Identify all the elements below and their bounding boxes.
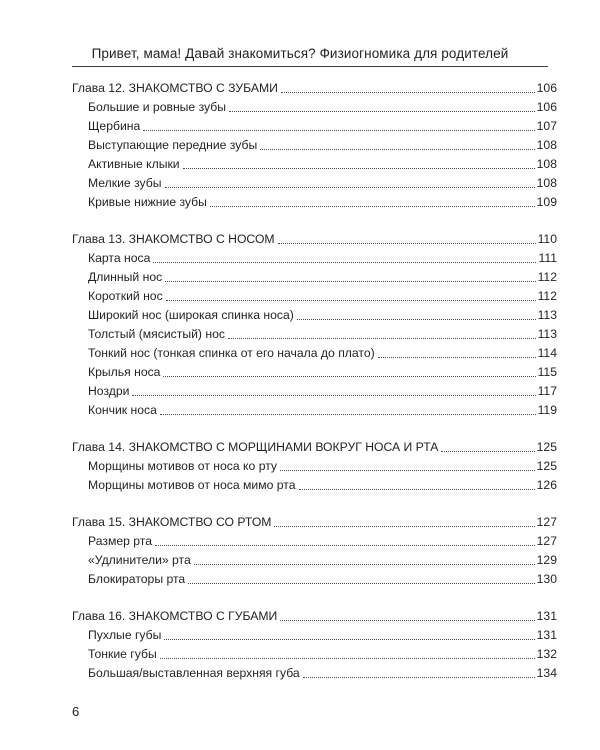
toc-entry-label: Кончик носа <box>88 403 157 417</box>
toc-entry-label: Длинный нос <box>88 270 163 284</box>
dot-leader <box>303 677 535 678</box>
toc-chapter <box>72 607 557 683</box>
toc-entry-label: Мелкие зубы <box>88 176 162 190</box>
toc-entry-label: Карта носа <box>88 251 151 265</box>
toc-entry-page: 114 <box>537 346 557 360</box>
toc-entry <box>72 401 557 420</box>
toc-entry <box>72 363 557 382</box>
dot-leader <box>280 620 534 621</box>
toc-entry-label: Щербина <box>88 119 141 133</box>
dot-leader <box>166 300 536 301</box>
toc-chapter <box>72 513 557 589</box>
table-of-contents <box>72 79 557 701</box>
toc-entry-page: 112 <box>537 289 557 303</box>
toc-entry-label: Широкий нос (широкая спинка носа) <box>88 308 294 322</box>
toc-entry-page: 129 <box>536 553 557 567</box>
dot-leader <box>297 319 536 320</box>
chapter-title-label: Глава 15. ЗНАКОМСТВО СО РТОМ <box>72 515 272 529</box>
dot-leader <box>278 243 536 244</box>
chapter-title-label: Глава 14. ЗНАКОМСТВО С МОРЩИНАМИ ВОКРУГ НОСА И РТА <box>72 440 439 454</box>
dot-leader <box>228 338 536 339</box>
chapter-title <box>72 513 557 532</box>
toc-entry <box>72 570 557 589</box>
chapter-title-page: 106 <box>536 81 557 95</box>
toc-entry-page: 119 <box>537 403 557 417</box>
dot-leader <box>132 395 535 396</box>
page-number: 6 <box>72 704 80 719</box>
toc-entry <box>72 325 557 344</box>
toc-entry <box>72 268 557 287</box>
toc-entry-page: 115 <box>537 365 557 379</box>
toc-entry-label: Пухлые губы <box>88 628 162 642</box>
toc-entry-label: «Удлинители» рта <box>88 553 191 567</box>
toc-entry <box>72 664 557 683</box>
toc-entry-page: 130 <box>536 572 557 586</box>
toc-entry-page: 108 <box>536 176 557 190</box>
toc-entry-page: 126 <box>536 478 557 492</box>
chapter-title-page: 131 <box>536 609 557 623</box>
dot-leader <box>210 206 535 207</box>
toc-entry <box>72 382 557 401</box>
toc-entry-label: Размер рта <box>88 534 153 548</box>
toc-entry-page: 134 <box>536 666 557 680</box>
dot-leader <box>165 281 535 282</box>
chapter-title-label: Глава 13. ЗНАКОМСТВО С НОСОМ <box>72 232 275 246</box>
dot-leader <box>229 111 535 112</box>
dot-leader <box>163 376 535 377</box>
toc-entry-label: Выступающие передние зубы <box>88 138 258 152</box>
toc-entry-label: Морщины мотивов от носа мимо рта <box>88 478 296 492</box>
dot-leader <box>153 262 536 263</box>
toc-entry-label: Тонкие губы <box>88 647 157 661</box>
toc-entry-page: 108 <box>536 138 557 152</box>
dot-leader <box>260 149 534 150</box>
toc-entry-page: 125 <box>536 459 557 473</box>
toc-entry-page: 132 <box>536 647 557 661</box>
toc-entry <box>72 532 557 551</box>
toc-entry-page: 112 <box>537 270 557 284</box>
dot-leader <box>165 187 535 188</box>
dot-leader <box>155 545 535 546</box>
toc-entry-label: Большая/выставленная верхняя губа <box>88 666 300 680</box>
toc-entry-label: Кривые нижние зубы <box>88 195 207 209</box>
chapter-title-label: Глава 12. ЗНАКОМСТВО С ЗУБАМИ <box>72 81 278 95</box>
toc-entry <box>72 174 557 193</box>
toc-entry-page: 106 <box>536 100 557 114</box>
toc-entry <box>72 551 557 570</box>
dot-leader <box>274 526 534 527</box>
toc-entry <box>72 155 557 174</box>
toc-entry-page: 113 <box>537 308 557 322</box>
toc-entry <box>72 626 557 645</box>
dot-leader <box>299 489 535 490</box>
dot-leader <box>441 451 534 452</box>
toc-entry-page: 107 <box>536 119 557 133</box>
toc-chapter <box>72 230 557 420</box>
toc-entry-label: Блокираторы рта <box>88 572 186 586</box>
running-header: Привет, мама! Давай знакомиться? Физиогномика для родителей <box>91 46 509 61</box>
dot-leader <box>378 357 536 358</box>
toc-entry-page: 113 <box>537 327 557 341</box>
toc-entry <box>72 249 557 268</box>
chapter-title <box>72 438 557 457</box>
toc-chapter <box>72 79 557 212</box>
toc-entry <box>72 306 557 325</box>
chapter-title <box>72 230 557 249</box>
dot-leader <box>160 658 535 659</box>
toc-entry <box>72 117 557 136</box>
toc-entry <box>72 645 557 664</box>
chapter-title <box>72 607 557 626</box>
toc-entry-page: 127 <box>536 534 557 548</box>
toc-entry <box>72 287 557 306</box>
dot-leader <box>194 564 535 565</box>
chapter-title-label: Глава 16. ЗНАКОМСТВО С ГУБАМИ <box>72 609 278 623</box>
toc-chapter <box>72 438 557 495</box>
toc-entry-label: Большие и ровные зубы <box>88 100 227 114</box>
dot-leader <box>160 414 536 415</box>
toc-entry-label: Морщины мотивов от носа ко рту <box>88 459 278 473</box>
chapter-title-page: 127 <box>536 515 557 529</box>
dot-leader <box>280 470 535 471</box>
toc-entry <box>72 457 557 476</box>
toc-entry-label: Тонкий нос (тонкая спинка от его начала до плато) <box>88 346 375 360</box>
toc-entry-label: Ноздри <box>88 384 130 398</box>
dot-leader <box>164 639 534 640</box>
toc-entry-label: Активные клыки <box>88 157 180 171</box>
dot-leader <box>143 130 534 131</box>
toc-entry <box>72 344 557 363</box>
toc-entry-label: Короткий нос <box>88 289 163 303</box>
toc-entry <box>72 136 557 155</box>
toc-entry-page: 108 <box>536 157 557 171</box>
dot-leader <box>183 168 535 169</box>
chapter-title-page: 110 <box>537 232 557 246</box>
toc-entry-label: Толстый (мясистый) нос <box>88 327 225 341</box>
dot-leader <box>188 583 534 584</box>
chapter-title <box>72 79 557 98</box>
toc-entry <box>72 98 557 117</box>
dot-leader <box>281 92 535 93</box>
toc-entry <box>72 193 557 212</box>
toc-entry-page: 109 <box>536 195 557 209</box>
header-rule <box>72 66 548 67</box>
chapter-title-page: 125 <box>536 440 557 454</box>
toc-entry-page: 111 <box>538 251 557 265</box>
toc-entry-page: 117 <box>537 384 557 398</box>
toc-entry-label: Крылья носа <box>88 365 161 379</box>
toc-entry-page: 131 <box>536 628 557 642</box>
toc-entry <box>72 476 557 495</box>
